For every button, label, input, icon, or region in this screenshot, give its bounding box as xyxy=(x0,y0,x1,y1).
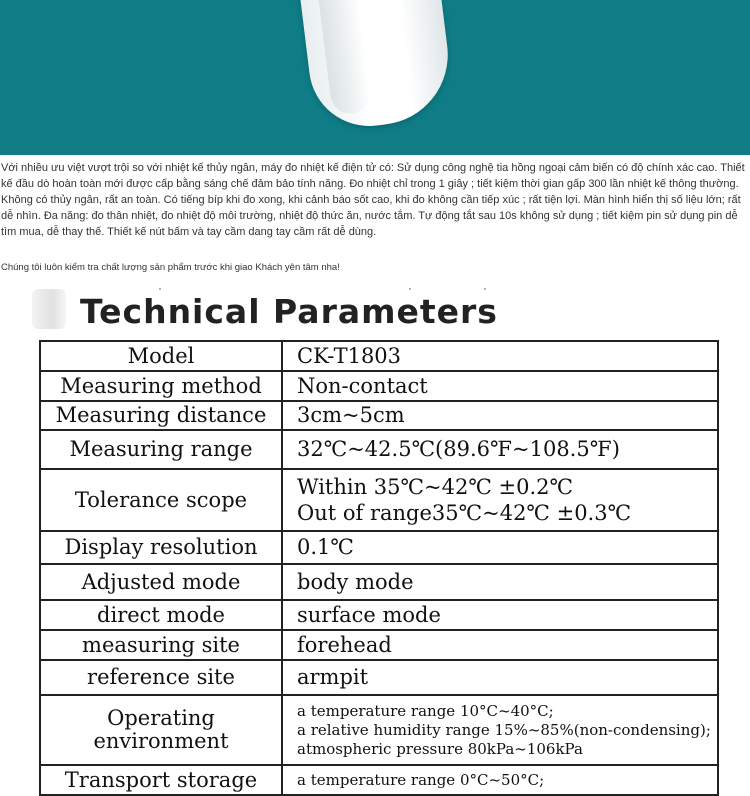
spec-table xyxy=(39,340,719,796)
spec-value-line: Out of range35℃~42℃ ±0.3℃ xyxy=(297,501,632,525)
spec-value: 3cm~5cm xyxy=(282,401,718,430)
spec-label: direct mode xyxy=(40,600,282,630)
spec-label: Model xyxy=(40,341,282,371)
spec-value: CK-T1803 xyxy=(282,341,718,371)
product-description: Với nhiều ưu việt vượt trội so với nhiệt kế thủy ngân, máy đo nhiệt kế điện tử có: Sử dụng công nghệ tia hồng ngoại cảm biến có độ chính xác cao. Thiết kế đầu dò hoàn toàn mới được cấp bằng sáng chế đảm bảo tính năng. Đo nhiệt chỉ trong 1 giây ; tiết kiệm thời gian gấp 300 lần nhiệt kế thông thường. Không có thủy ngân, rất an toàn. Có tiếng bíp khi đo xong, khi cảnh báo sốt cao, khi đo không cần tiếp xúc ; rất tiện lợi. Màn hình hiển thị số liệu lớn; rất dễ nhìn. Đa năng: đo thân nhiệt, đo nhiệt độ môi trường, nhiệt độ thức ăn, nước tắm. Tự động tắt sau 10s không sử dụng ; tiết kiệm pin sử dụng pin dễ tìm mua, dễ thay thế. Thiết kế nút bấm và tay cầm dang tay cầm rất dễ dùng. xyxy=(1,162,745,238)
spec-row xyxy=(40,401,718,430)
spec-label: measuring site xyxy=(40,630,282,660)
spec-label-line: environment xyxy=(93,729,229,753)
spec-row xyxy=(40,469,718,531)
spec-value: a temperature range 0°C~50°C; xyxy=(282,765,718,795)
spec-value-line: a relative humidity range 15%~85%(non-condensing); xyxy=(297,720,711,739)
thermometer-shading xyxy=(312,0,372,116)
spec-title: Technical Parameters xyxy=(80,292,498,331)
spec-label: reference site xyxy=(40,660,282,695)
spec-value xyxy=(282,695,718,765)
product-hero-banner xyxy=(0,0,750,155)
spec-value-line: atmospheric pressure 80kPa~106kPa xyxy=(297,739,583,758)
spec-row xyxy=(40,600,718,630)
spec-value: surface mode xyxy=(282,600,718,630)
spec-label: Tolerance scope xyxy=(40,469,282,531)
spec-value: body mode xyxy=(282,564,718,600)
spec-value: forehead xyxy=(282,630,718,660)
spec-row xyxy=(40,430,718,469)
quality-note: Chúng tôi luôn kiểm tra chất lượng sản phẩm trước khi giao Khách yên tâm nha! xyxy=(1,262,340,273)
spec-label: Transport storage xyxy=(40,765,282,795)
spec-label: Measuring distance xyxy=(40,401,282,430)
spec-row xyxy=(40,531,718,564)
spec-label: Display resolution xyxy=(40,531,282,564)
spec-label: Measuring method xyxy=(40,371,282,401)
spec-value-line: a temperature range 10°C~40°C; xyxy=(297,701,554,720)
spec-label xyxy=(40,695,282,765)
spec-row xyxy=(40,660,718,695)
thermometer-image xyxy=(294,0,456,133)
spec-row xyxy=(40,341,718,371)
spec-value: 0.1℃ xyxy=(282,531,718,564)
spec-row xyxy=(40,371,718,401)
spec-value: armpit xyxy=(282,660,718,695)
spec-row xyxy=(40,695,718,765)
spec-value xyxy=(282,469,718,531)
spec-label: Adjusted mode xyxy=(40,564,282,600)
spec-value: 32℃~42.5℃(89.6℉~108.5℉) xyxy=(282,430,718,469)
spec-value: Non-contact xyxy=(282,371,718,401)
spec-row xyxy=(40,630,718,660)
spec-value-line: Within 35℃~42℃ ±0.2℃ xyxy=(297,475,573,499)
spec-row xyxy=(40,564,718,600)
spec-label: Measuring range xyxy=(40,430,282,469)
brand-logo-icon xyxy=(32,289,66,329)
spec-label-line: Operating xyxy=(107,706,215,730)
spec-row xyxy=(40,765,718,795)
